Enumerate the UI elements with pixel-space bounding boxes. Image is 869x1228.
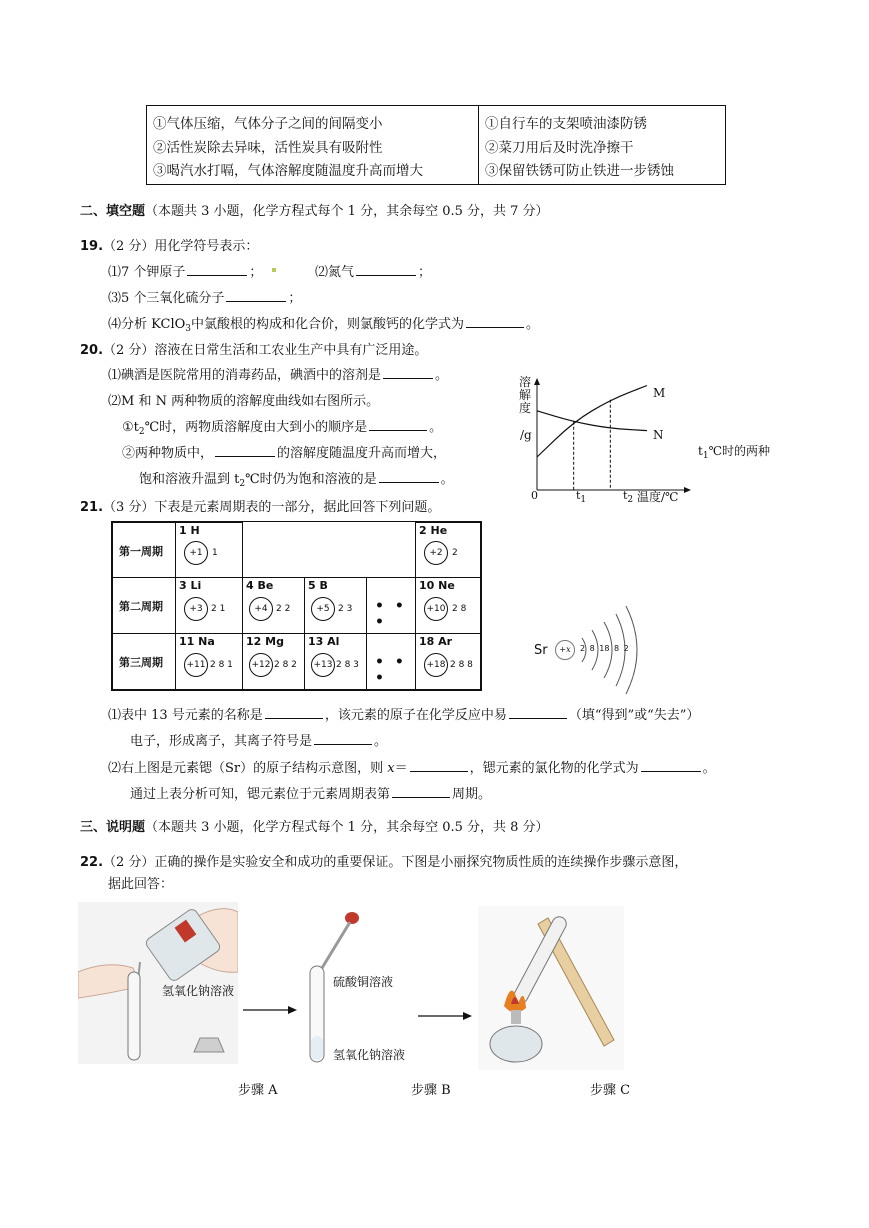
electron-shells: 2 2 (276, 604, 291, 614)
question-number: 20. (80, 343, 104, 358)
nucleus: +12 (249, 653, 273, 677)
tick-label: t (576, 489, 581, 502)
q20-sub2 (122, 442, 446, 461)
q19-p4-text: ⑷分析 KClO (108, 317, 186, 332)
q20-s1-text: ①t (122, 420, 139, 435)
alcohol-lamp-icon (490, 1026, 542, 1062)
section-heading (80, 816, 549, 835)
solubility-chart (515, 375, 695, 505)
q21-p2-text-c: 通过上表分析可知，锶元素位于元素周期表第 (130, 787, 391, 802)
label-cuso4: 硫酸铜溶液 (333, 975, 394, 989)
subscript: 2 (239, 479, 246, 489)
answer-blank[interactable] (379, 469, 439, 483)
q21-p1-text-d: 电子，形成离子，其离子符号是 (130, 734, 313, 749)
q21-p2-text: ⑵右上图是元素锶（Sr）的原子结构示意图，则 (108, 761, 384, 776)
table-cell: ③保留铁锈可防止铁进一步锈蚀 (485, 163, 674, 179)
label-naoh-a: 氢氧化钠溶液 (162, 984, 235, 998)
step-label-b: 步骤 B (411, 1083, 451, 1098)
element-cell-ne (415, 577, 481, 634)
stray-dot (272, 268, 276, 272)
table-column-left (147, 106, 479, 184)
nucleus: +13 (311, 653, 335, 677)
q19-p1-text: ⑴7 个钾原子 (108, 265, 186, 280)
dropper-tube-icon (322, 922, 350, 968)
period-cell (112, 577, 176, 634)
equals: ＝ (394, 761, 408, 776)
chart-origin: 0 (531, 489, 538, 502)
arrow-head (463, 1012, 472, 1020)
nucleus: +4 (249, 597, 273, 621)
variable-x: x (387, 761, 395, 776)
punct: 。 (374, 734, 388, 749)
q20-sub3 (139, 468, 454, 489)
ylabel-char: 溶 (519, 375, 532, 389)
q21-p1-text-b: ，该元素的原子在化学反应中易 (324, 708, 507, 723)
arrow-head (288, 1006, 297, 1014)
electron-shells: 2 3 (338, 604, 353, 614)
nucleus: +10 (424, 597, 448, 621)
q19-part2 (315, 261, 431, 280)
q20-sub2-tail (698, 442, 770, 461)
step-label-c: 步骤 C (590, 1083, 631, 1098)
ylabel-char: 度 (519, 401, 532, 415)
question-number: 19. (80, 239, 104, 254)
chart-ylabel (519, 376, 531, 415)
q20-p1-text: ⑴碘酒是医院常用的消毒药品，碘酒中的溶剂是 (108, 368, 382, 383)
q20-part2 (108, 390, 379, 409)
nucleus: +3 (184, 597, 208, 621)
tick-label: t (623, 489, 628, 502)
q20-s2-tail-text-b: ℃时的两种 (708, 444, 770, 458)
chart-t1 (576, 489, 586, 505)
question-stem: （2 分）用化学符号表示： (103, 239, 259, 254)
element-cell-h (175, 522, 243, 578)
period-cell (112, 522, 176, 578)
q21-p2-text-b: ，锶元素的氯化物的化学式为 (469, 761, 639, 776)
punct: ； (288, 291, 302, 306)
chart-t2 (623, 489, 633, 505)
x-axis-arrow (684, 487, 691, 493)
nucleus: +11 (184, 653, 208, 677)
element-cell-he (415, 522, 481, 578)
answer-blank[interactable] (369, 417, 427, 431)
section-note: （本题共 3 小题，化学方程式每个 1 分，其余每空 0.5 分，共 8 分） (145, 820, 549, 835)
element-symbol: 3 Li (179, 579, 202, 592)
answer-blank[interactable] (392, 784, 450, 798)
electron-shells: 2 8 8 (450, 660, 473, 670)
question-stem: （3 分）下表是元素周期表的一部分，据此回答下列问题。 (103, 500, 441, 515)
ellipsis: • • • (375, 654, 407, 686)
ylabel-char: 解 (519, 388, 532, 402)
electron-shells: 2 1 (211, 604, 226, 614)
nucleus: +18 (424, 653, 448, 677)
subscript: 3 (185, 324, 191, 334)
period-label: 第二周期 (119, 600, 163, 613)
subscript: 1 (702, 451, 709, 461)
answer-blank[interactable] (215, 443, 275, 457)
subscript: 2 (138, 427, 145, 437)
curve-m-label: M (653, 386, 666, 400)
question-22 (80, 851, 687, 870)
subscript: 1 (580, 495, 587, 505)
q20-sub1 (122, 416, 442, 437)
section-title: 二、填空题 (80, 204, 146, 219)
table-cell: ①气体压缩，气体分子之间的间隔变小 (153, 116, 383, 132)
punct: 。 (435, 368, 449, 383)
table-cell: ②菜刀用后及时洗净擦干 (485, 140, 634, 156)
curve-n-label: N (653, 428, 664, 442)
test-tube-icon (128, 972, 140, 1060)
q20-p2-text: ⑵M 和 N 两种物质的溶解度曲线如右图所示。 (108, 394, 380, 409)
element-symbol: 18 Ar (419, 635, 453, 648)
q20-s2-text-b: 的溶解度随温度升高而增大， (277, 446, 447, 461)
q19-part1 (108, 261, 262, 280)
answer-blank[interactable] (226, 288, 286, 302)
answer-blank[interactable] (509, 705, 567, 719)
question-stem: （2 分）溶液在日常生活和工农业生产中具有广泛用途。 (103, 343, 428, 358)
q19-part4 (108, 313, 539, 334)
section-note: （本题共 3 小题，化学方程式每个 1 分，其余每空 0.5 分，共 7 分） (145, 204, 549, 219)
element-cell-b (304, 577, 367, 634)
chart-xlabel: 温度/℃ (637, 490, 679, 504)
ellipsis-cell (366, 577, 416, 634)
element-symbol: 5 B (308, 579, 328, 592)
table-cell: ①自行车的支架喷油漆防锈 (485, 116, 647, 132)
table-cell: ③喝汽水打嗝，气体溶解度随温度升高而增大 (153, 163, 423, 179)
nucleus: +1 (184, 541, 208, 565)
element-symbol: 10 Ne (419, 579, 455, 592)
answer-blank[interactable] (466, 314, 524, 328)
curve-n (537, 411, 647, 431)
q20-s2-tail-text: t (698, 444, 703, 458)
punct: ； (418, 265, 432, 280)
q21-part1-cont (130, 730, 387, 749)
answer-blank[interactable] (383, 365, 433, 379)
element-symbol: 4 Be (246, 579, 274, 592)
table-column-right (479, 106, 725, 184)
element-symbol: 11 Na (179, 635, 215, 648)
q21-p1-text-c: （填“得到”或“失去”） (568, 708, 700, 723)
nucleus: +2 (424, 541, 448, 565)
q20-part1 (108, 364, 448, 383)
punct: 。 (702, 761, 716, 776)
q21-part1 (108, 704, 699, 723)
wick-icon (511, 1010, 521, 1024)
electron-shells: 2 8 3 (336, 660, 359, 670)
element-cell-al (304, 633, 367, 690)
q20-s2-text: ②两种物质中， (122, 446, 214, 461)
element-symbol: 12 Mg (246, 635, 284, 648)
solution-icon (311, 1036, 323, 1060)
q21-p2-text-d: 周期。 (452, 787, 492, 802)
curve-m (537, 386, 647, 458)
answer-blank[interactable] (356, 262, 416, 276)
q21-p1-text: ⑴表中 13 号元素的名称是 (108, 708, 263, 723)
element-cell-mg (242, 633, 305, 690)
element-cell-na (175, 633, 243, 690)
chart-yunit: /g (520, 428, 532, 442)
y-axis-arrow (534, 378, 540, 385)
punct: 。 (526, 317, 540, 332)
q19-p4-text-b: 中氯酸根的构成和化合价，则氯酸钙的化学式为 (191, 317, 465, 332)
q20-s3-text-b: ℃时仍为饱和溶液的是 (245, 472, 377, 487)
element-cell-li (175, 577, 243, 634)
punct: 。 (440, 472, 454, 487)
answer-blank[interactable] (410, 758, 468, 772)
nucleus: +5 (311, 597, 335, 621)
q19-part3 (108, 287, 301, 306)
punct: ； (249, 265, 263, 280)
question-number: 22. (80, 855, 104, 870)
electron-shells: 2 8 2 (274, 660, 297, 670)
answer-blank[interactable] (187, 262, 247, 276)
q21-part2 (108, 757, 716, 776)
element-symbol: 1 H (179, 524, 200, 537)
electron-shells: 2 8 1 (210, 660, 233, 670)
q21-part2-cont (130, 783, 491, 802)
subscript: 2 (627, 495, 634, 505)
dropper-bulb-icon (345, 912, 359, 924)
question-21 (80, 496, 440, 515)
q19-p2-text: ⑵氮气 (315, 265, 355, 280)
label-naoh-b: 氢氧化钠溶液 (333, 1048, 406, 1062)
question-number: 21. (80, 500, 104, 515)
electron-shells: 2 8 (452, 604, 467, 614)
element-cell-be (242, 577, 305, 634)
sr-nucleus: +x (555, 640, 575, 660)
periodic-table (111, 521, 482, 691)
step-c-illustration (478, 906, 624, 1070)
q20-s1-text-b: ℃时，两物质溶解度由大到小的顺序是 (144, 420, 368, 435)
period-cell (112, 633, 176, 690)
electron-shells: 2 (452, 548, 458, 558)
table-cell: ②活性炭除去异味，活性炭具有吸附性 (153, 140, 383, 156)
comparison-table (146, 105, 726, 185)
element-symbol: 2 He (419, 524, 448, 537)
answer-blank[interactable] (265, 705, 323, 719)
question-stem: （2 分）正确的操作是实验安全和成功的重要保证。下图是小丽探究物质性质的连续操作步骤示意图， (103, 855, 688, 870)
q22-stem-cont: 据此回答： (108, 877, 174, 892)
punct: 。 (429, 420, 443, 435)
answer-blank[interactable] (314, 731, 372, 745)
element-cell-ar (415, 633, 481, 690)
step-label-a: 步骤 A (238, 1083, 278, 1098)
arrow-a-to-b (243, 1003, 297, 1017)
section-heading (80, 200, 549, 219)
element-symbol: 13 Al (308, 635, 340, 648)
section-title: 三、说明题 (80, 820, 146, 835)
sr-symbol: Sr (534, 643, 548, 658)
period-label: 第三周期 (119, 656, 163, 669)
period-label: 第一周期 (119, 545, 163, 558)
arrow-b-to-c (418, 1009, 472, 1023)
question-20 (80, 339, 427, 358)
answer-blank[interactable] (641, 758, 701, 772)
ellipsis-cell (366, 633, 416, 690)
sr-shells: 2 8 18 8 2 (580, 644, 629, 653)
electron-shells: 1 (212, 548, 218, 558)
ellipsis: • • • (375, 598, 407, 630)
q20-s3-text: 饱和溶液升温到 t (139, 472, 240, 487)
question-19 (80, 235, 258, 254)
q19-p3-text: ⑶5 个三氧化硫分子 (108, 291, 225, 306)
